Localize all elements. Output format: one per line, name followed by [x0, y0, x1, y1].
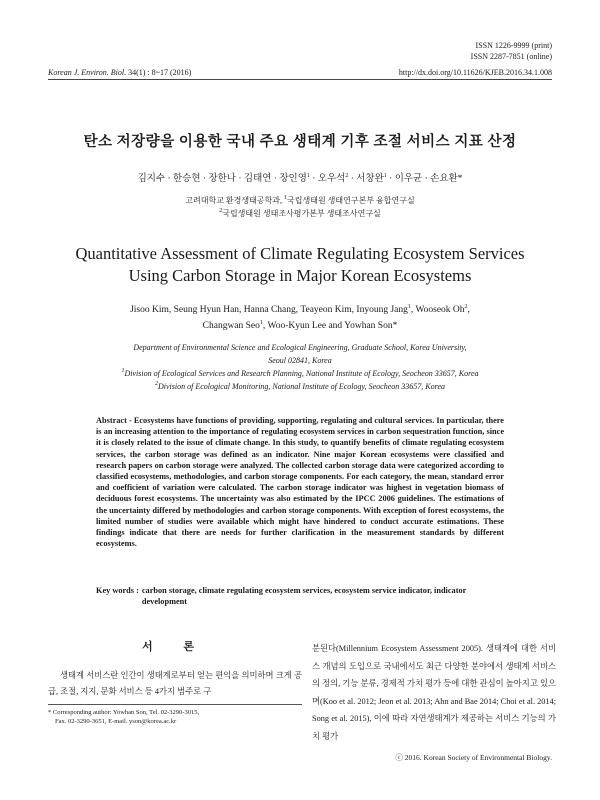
journal-citation — [48, 68, 191, 77]
issn-online: ISSN 2287-7851 (online) — [470, 52, 552, 61]
section-heading: 서 론 — [141, 641, 208, 653]
journal-name: Korean J. Environ. Biol. — [48, 68, 127, 77]
body-text-left: 생태계 서비스란 인간이 생태계로부터 얻는 편익을 의미하며 크게 공급, 조절, 지지, 문화 서비스 등 4가지 범주로 구 — [48, 671, 302, 696]
korean-title: 탄소 저장량을 이용한 국내 주요 생태계 기후 조절 서비스 지표 산정 — [83, 134, 517, 150]
english-authors: Jisoo Kim, Seung Hyun Han, Hanna Chang, Teayeon Kim, Inyoung Jang$^1$, Wooseok Oh$^2$, Changwan Seo$^1$, Woo-Kyun Lee and Yowhan Son* — [130, 304, 470, 331]
issn-print: ISSN 1226-9999 (print) — [475, 41, 552, 50]
body-text-right: 분된다(Millennium Ecosystem Assessment 2005). 생태계에 대한 서비스 개념의 도입으로 국내에서도 최근 다양한 분야에서 생태계 서비스의 정의, 기능 분류, 경제적 가치 평가 등에 대한 관심이 높아지고 있으며(Koo et al. 2012; Jeon et al. 2013; Ahn and Bae 2014; Choi et al. 2014; Song et al. 2015), 이에 따라 자연생태계가 제공하는 서비스 기능의 가치 평가 — [312, 644, 556, 741]
keywords — [96, 585, 504, 607]
running-head — [48, 68, 552, 80]
korean-affiliations — [0, 194, 600, 220]
keywords-label: Key words : — [96, 586, 139, 595]
english-title: Quantitative Assessment of Climate Regulating Ecosystem Services Using Carbon Storage in Major Korean Ecosystems — [75, 244, 525, 285]
issn-block — [471, 40, 552, 62]
left-column — [48, 638, 302, 699]
journal-issue: 34(1) : 8~17 (2016) — [126, 68, 192, 77]
keywords-text: carbon storage, climate regulating ecosystem services, ecosystem service indicator, indicator development — [141, 586, 467, 607]
english-affiliations: Department of Environmental Science and Ecological Engineering, Graduate School, Korea University, Seoul 02841, Korea $^1$Division of Ecological Services and Research Planning, National Institute of Ecology, Seocheon 33657, Korea $^2$Division of Ecological Monitoring, National Institute of Ecology, Seocheon 33657, Korea — [121, 343, 479, 391]
korean-authors: 김지수 · 한승현 · 장한나 · 김태연 · 장인영$^1$ · 오우석$^2$ · 서창완$^1$ · 이우균 · 손요환* — [137, 173, 463, 184]
copyright: ⓒ 2016. Korean Society of Environmental Biology. — [395, 753, 552, 762]
korean-affil-1: 고려대학교 환경생태공학과, $^1$국립생태원 생태연구본부 융합연구실 — [185, 195, 415, 205]
korean-affil-2: $^2$국립생태원 생태조사평가본부 생태조사연구실 — [219, 208, 381, 218]
abstract: Abstract - Ecosystems have functions of providing, supporting, regulating and cultural services. In particular, there is an increasing attention to the importance of regulating ecosystem services in carbon sequestration function, since it is closely related to the issue of climate change. In this study, to quantify benefits of climate regulating ecosystem services, the carbon storage was defined as an indicator. Nine major Korean ecosystems were classified and research papers on carbon storage were analyzed. The collected carbon storage data were categorized according to classified ecosystems, methodologies, and carbon storage components. For each category, the mean, standard error and coefficient of variation were calculated. The carbon storage indicator was highest in vegetation biomass of deciduous forest ecosystems. The uncertainty was also estimated by the IPCC 2006 guidelines. The estimations of the uncertainty differed by methodologies and carbon storage components. With exception of forest ecosystems, the limited number of studies were available which might have hindered to conduct accurate estimations. These findings indicate that there are needs for further clarification in the measurement standards by different ecosystems. — [96, 416, 504, 549]
corresponding-footnote: * Corresponding author: Yowhan Son, Tel. 02-3290-3015, Fax. 02-3290-3651, E-mail. yson@korea.ac.kr — [48, 704, 302, 726]
doi-link[interactable]: http://dx.doi.org/10.11626/KJEB.2016.34.1.008 — [398, 68, 552, 77]
